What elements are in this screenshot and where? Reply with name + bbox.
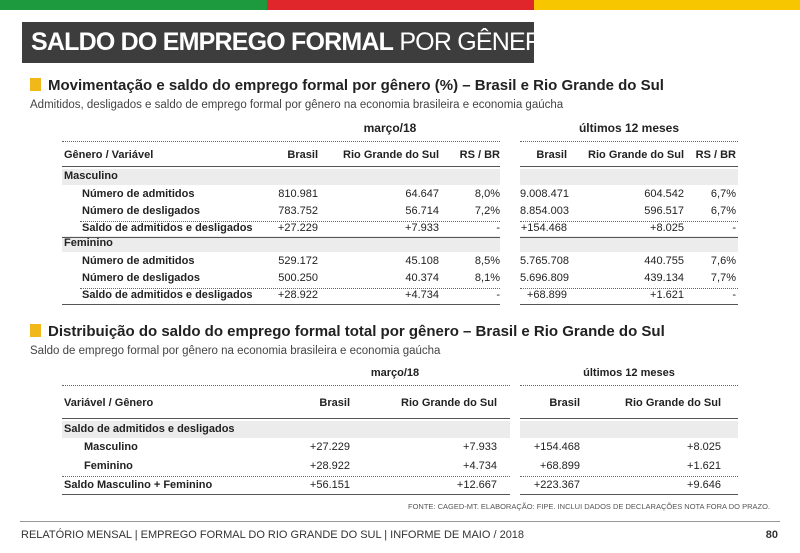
- table-cell: 64.647: [405, 188, 439, 200]
- row-label: Número de admitidos: [82, 255, 195, 267]
- table-cell: 783.752: [278, 205, 318, 217]
- table-cell: 7,6%: [710, 255, 736, 267]
- stripe-red: [267, 0, 534, 10]
- table-cell: +28.922: [277, 289, 318, 301]
- group-shade: [520, 169, 738, 185]
- section2-subtitle: Saldo de emprego formal por gênero na economia brasileira e economia gaúcha: [30, 345, 441, 357]
- table-cell: -: [496, 289, 500, 301]
- col-header-brasil: Brasil: [319, 397, 350, 409]
- table-cell: +8.025: [687, 441, 721, 453]
- table-cell: +27.229: [277, 222, 318, 234]
- bullet-square-icon: [30, 324, 41, 337]
- table-cell: 9.008.471: [520, 188, 569, 200]
- group-shade: [62, 169, 500, 185]
- table-cell: +28.922: [309, 460, 350, 472]
- page-banner: [22, 22, 561, 63]
- divider: [520, 418, 738, 419]
- row-label: Número de admitidos: [82, 188, 195, 200]
- col-header-rs: Rio Grande do Sul: [343, 149, 439, 161]
- bullet-square-icon: [30, 78, 41, 91]
- table-cell: +1.621: [650, 289, 684, 301]
- divider: [62, 385, 510, 386]
- table-cell: 40.374: [405, 272, 439, 284]
- group-label: Feminino: [64, 237, 113, 249]
- table-cell: 596.517: [644, 205, 684, 217]
- section2-title: [30, 323, 665, 340]
- table-cell: +56.151: [309, 479, 350, 491]
- page-number: 80: [765, 529, 778, 541]
- col-header-brasil: Brasil: [287, 149, 318, 161]
- col-header-brasil-12m: Brasil: [549, 397, 580, 409]
- table-cell: +7.933: [463, 441, 497, 453]
- divider: [62, 304, 500, 305]
- group-header-march: março/18: [370, 367, 420, 379]
- table-cell: -: [732, 289, 736, 301]
- table-cell: 439.134: [644, 272, 684, 284]
- col-header-rs-12m: Rio Grande do Sul: [588, 149, 684, 161]
- group-label: Masculino: [64, 170, 118, 182]
- divider: [520, 166, 738, 167]
- group-header-march: março/18: [363, 121, 417, 135]
- section2-title-text: Distribuição do saldo do emprego formal total por gênero – Brasil e Rio Grande do Sul: [48, 323, 665, 340]
- group-header-12m: últimos 12 meses: [583, 367, 675, 379]
- divider: [62, 166, 500, 167]
- footer-report: RELATÓRIO MENSAL | EMPREGO FORMAL DO RIO GRANDE DO SUL | INFORME DE MAIO / 2018: [21, 529, 525, 541]
- table-cell: -: [496, 222, 500, 234]
- table-cell: +7.933: [405, 222, 439, 234]
- divider: [62, 141, 500, 142]
- divider: [520, 304, 738, 305]
- table-cell: +4.734: [405, 289, 439, 301]
- table-cell: 8.854.003: [520, 205, 569, 217]
- table-cell: 5.696.809: [520, 272, 569, 284]
- table-cell: +12.667: [456, 479, 497, 491]
- col-header-brasil-12m: Brasil: [536, 149, 567, 161]
- divider: [520, 237, 738, 238]
- col-header-rs: Rio Grande do Sul: [401, 397, 497, 409]
- col-header-rsbr-12m: RS / BR: [695, 149, 736, 161]
- table-cell: +1.621: [687, 460, 721, 472]
- divider: [62, 418, 510, 419]
- table-cell: +68.899: [539, 460, 580, 472]
- table-cell: 6,7%: [710, 188, 736, 200]
- footer-divider: [20, 521, 780, 522]
- table-cell: -: [732, 222, 736, 234]
- col-header-rs-12m: Rio Grande do Sul: [625, 397, 721, 409]
- section1-title-text: Movimentação e saldo do emprego formal por gênero (%) – Brasil e Rio Grande do Sul: [48, 77, 664, 94]
- table-cell: 440.755: [644, 255, 684, 267]
- group-shade: [520, 236, 738, 252]
- section1-title: [30, 77, 664, 94]
- source-note: FONTE: CAGED-MT. ELABORAÇÃO: FIPE. INCLUI DADOS DE DECLARAÇÕES NOTA FORA DO PRAZO.: [407, 502, 770, 511]
- table-cell: 45.108: [405, 255, 439, 267]
- banner-title-bold: SALDO DO EMPREGO FORMAL: [31, 28, 394, 56]
- divider: [62, 476, 510, 477]
- row-label: Saldo de admitidos e desligados: [82, 222, 253, 234]
- table-cell: 5.765.708: [520, 255, 569, 267]
- table-cell: 7,2%: [474, 205, 500, 217]
- divider: [520, 494, 738, 495]
- table-cell: 810.981: [278, 188, 318, 200]
- table-cell: +4.734: [463, 460, 497, 472]
- table-cell: 7,7%: [710, 272, 736, 284]
- row-label: Masculino: [84, 441, 138, 453]
- group-header-12m: últimos 12 meses: [578, 121, 680, 135]
- table-cell: +27.229: [309, 441, 350, 453]
- row-label: Saldo de admitidos e desligados: [82, 289, 253, 301]
- table-cell: 8,5%: [474, 255, 500, 267]
- group-label: Saldo Masculino + Feminino: [64, 479, 213, 491]
- divider: [62, 494, 510, 495]
- divider: [520, 476, 738, 477]
- table-cell: +223.367: [533, 479, 580, 491]
- table-cell: 500.250: [278, 272, 318, 284]
- table-cell: +9.646: [687, 479, 721, 491]
- col-header-variable: Variável / Gênero: [64, 397, 154, 409]
- table-cell: +154.468: [520, 222, 567, 234]
- table-cell: 56.714: [405, 205, 439, 217]
- row-label: Feminino: [84, 460, 133, 472]
- row-label: Número de desligados: [82, 205, 200, 217]
- divider: [520, 141, 738, 142]
- divider: [520, 385, 738, 386]
- stripe-green: [0, 0, 267, 10]
- table-cell: 6,7%: [710, 205, 736, 217]
- table-cell: +68.899: [526, 289, 567, 301]
- section1-subtitle: Admitidos, desligados e saldo de emprego formal por gênero na economia brasileira e economia gaúcha: [30, 99, 564, 111]
- table-cell: 604.542: [644, 188, 684, 200]
- banner-title-light: POR GÊNERO: [399, 28, 561, 56]
- col-header-variable: Gênero / Variável: [64, 149, 154, 161]
- group-shade: [62, 236, 500, 252]
- row-label: Número de desligados: [82, 272, 200, 284]
- table-cell: 529.172: [278, 255, 318, 267]
- group-shade: [520, 421, 738, 438]
- table-cell: +8.025: [650, 222, 684, 234]
- stripe-yellow: [534, 0, 800, 10]
- col-header-rsbr: RS / BR: [459, 149, 500, 161]
- table-cell: 8,1%: [474, 272, 500, 284]
- divider: [62, 237, 500, 238]
- table-cell: +154.468: [533, 441, 580, 453]
- group-label: Saldo de admitidos e desligados: [64, 423, 235, 435]
- table-cell: 8,0%: [474, 188, 500, 200]
